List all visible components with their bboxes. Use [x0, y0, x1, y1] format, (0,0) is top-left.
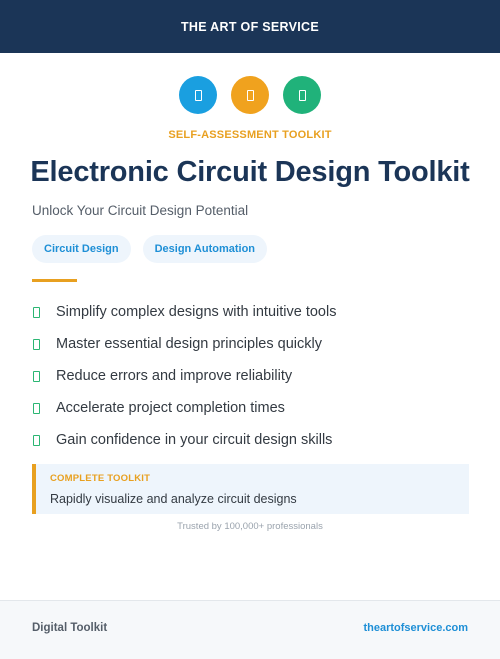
footer-bar — [0, 600, 500, 659]
page-subtitle: Unlock Your Circuit Design Potential — [32, 203, 249, 218]
tag-circuit-design[interactable]: Circuit Design — [32, 235, 131, 263]
toolkit-callout — [32, 464, 469, 514]
benefit-text: Reduce errors and improve reliability — [56, 368, 293, 384]
orange-badge-icon — [231, 76, 269, 114]
tag-design-automation[interactable]: Design Automation — [143, 235, 267, 263]
benefit-item — [32, 296, 336, 328]
footer-label: Digital Toolkit — [32, 622, 108, 634]
checkmark-icon — [33, 371, 40, 382]
benefit-item — [32, 328, 336, 360]
placeholder-glyph-icon — [299, 90, 306, 101]
trust-statement: Trusted by 100,000+ professionals — [177, 521, 323, 532]
website-link[interactable]: theartofservice.com — [363, 622, 468, 634]
benefit-text: Accelerate project completion times — [56, 400, 285, 416]
checkmark-icon — [33, 339, 40, 350]
benefit-text: Gain confidence in your circuit design skills — [56, 432, 333, 448]
accent-divider — [32, 279, 77, 282]
checkmark-icon — [33, 403, 40, 414]
benefit-item — [32, 424, 336, 456]
icon-row — [0, 76, 500, 114]
benefit-item — [32, 392, 336, 424]
benefit-text: Simplify complex designs with intuitive tools — [56, 304, 337, 320]
benefit-text: Master essential design principles quickly — [56, 336, 322, 352]
eyebrow-label: SELF-ASSESSMENT TOOLKIT — [168, 129, 332, 141]
page-title: Electronic Circuit Design Toolkit — [30, 156, 470, 188]
benefit-list — [32, 296, 336, 456]
placeholder-glyph-icon — [195, 90, 202, 101]
callout-text: Rapidly visualize and analyze circuit designs — [50, 492, 297, 506]
blue-badge-icon — [179, 76, 217, 114]
checkmark-icon — [33, 435, 40, 446]
tag-list — [32, 235, 267, 263]
callout-label: COMPLETE TOOLKIT — [50, 473, 151, 484]
header-bar — [0, 0, 500, 53]
green-badge-icon — [283, 76, 321, 114]
checkmark-icon — [33, 307, 40, 318]
benefit-item — [32, 360, 336, 392]
placeholder-glyph-icon — [247, 90, 254, 101]
brand-name: THE ART OF SERVICE — [180, 19, 320, 34]
